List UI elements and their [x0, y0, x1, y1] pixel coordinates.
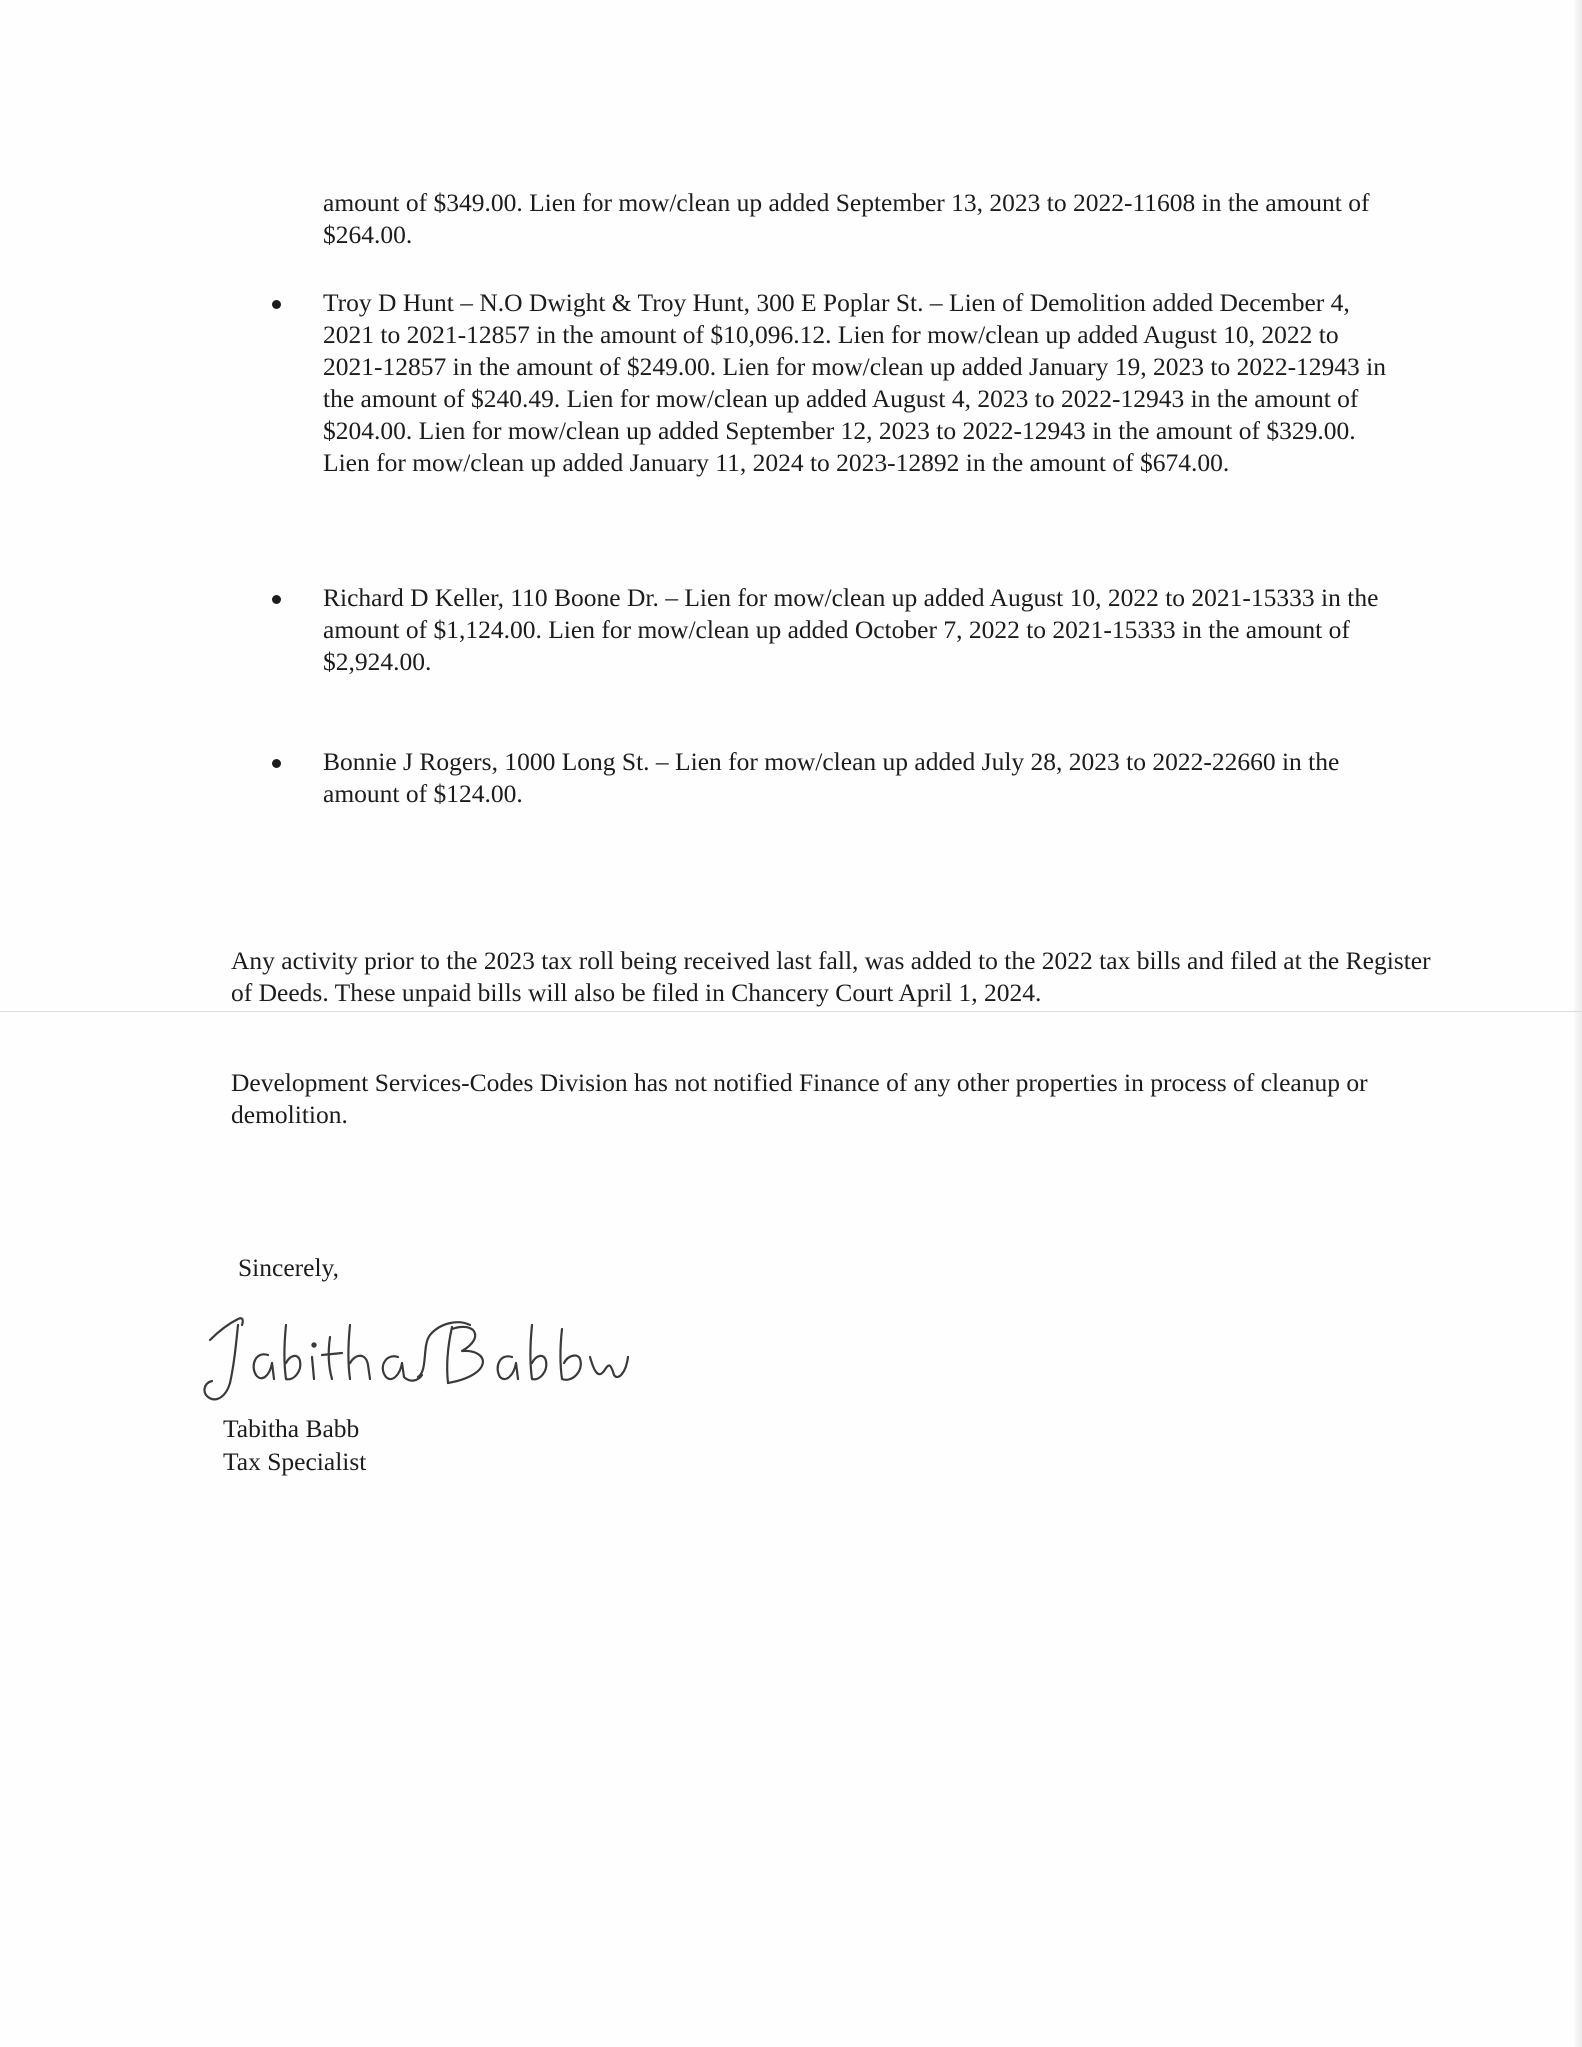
signature-stroke-tail [590, 1357, 628, 1377]
scan-edge [1574, 0, 1582, 2047]
signature-stroke-b3 [561, 1329, 581, 1380]
signature-stroke-b2 [531, 1325, 547, 1379]
handwritten-signature [190, 1285, 660, 1415]
bullet-icon [272, 595, 281, 604]
signature-stroke-i [312, 1357, 314, 1379]
closing-salutation: Sincerely, [238, 1253, 340, 1282]
signature-stroke-a3 [498, 1356, 518, 1379]
signature-dot-i [312, 1343, 315, 1346]
signature-stroke-b-cap-stem [447, 1327, 452, 1383]
signature-stroke-t2 [322, 1337, 342, 1379]
signature-stroke-h [349, 1325, 371, 1379]
signer-name: Tabitha Babb [223, 1414, 360, 1443]
bullet-icon [272, 300, 281, 309]
signature-stroke-a [254, 1354, 274, 1379]
activity-note-paragraph: Any activity prior to the 2023 tax roll being received last fall, was added to the 2022 tax bills and filed at the Register of Deeds. These unpaid bills will also be filed in Chancery Court April 1, 2024. [231, 946, 1431, 1007]
signature-stroke-b-cap-bowls [448, 1327, 483, 1383]
bullet-icon [272, 759, 281, 768]
list-item-text: Troy D Hunt – N.O Dwight & Troy Hunt, 300 E Poplar St. – Lien of Demolition added December 4, 2021 to 2021-12857 in the amount of $10,096.12. Lien for mow/clean up added August 10, 2022 to 2021-12857 in the amount of $249.00. Lien for mow/clean up added January 19, 2023 to 2022-12943 in the amount of $240.49. Lien for mow/clean up added August 4, 2023 to 2022-12943 in the amount of $204.00. Lien for mow/clean up added September 12, 2023 to 2022-12943 in the amount of $329.00. Lien for mow/clean up added January 11, 2024 to 2023-12892 in the amount of $674.00. [323, 288, 1387, 477]
codes-note-paragraph: Development Services-Codes Division has not notified Finance of any other properties in process of cleanup or demolition. [231, 1068, 1368, 1129]
list-item-text: Richard D Keller, 110 Boone Dr. – Lien for mow/clean up added August 10, 2022 to 2021-15333 in the amount of $1,124.00. Lien for mow/clean up added October 7, 2022 to 2021-15333 in the amount of $2,924.00. [323, 583, 1379, 676]
signature-stroke-a2 [383, 1356, 422, 1380]
scan-fold-line [0, 1011, 1582, 1012]
list-item-text: Bonnie J Rogers, 1000 Long St. – Lien for mow/clean up added July 28, 2023 to 2022-22660 in the amount of $124.00. [323, 747, 1340, 808]
continuation-paragraph: amount of $349.00. Lien for mow/clean up added September 13, 2023 to 2022-11608 in the amount of $264.00. [323, 188, 1370, 249]
signature-stroke-t-stem [205, 1325, 238, 1399]
signer-title: Tax Specialist [223, 1447, 367, 1476]
signature-stroke-b [285, 1325, 301, 1379]
